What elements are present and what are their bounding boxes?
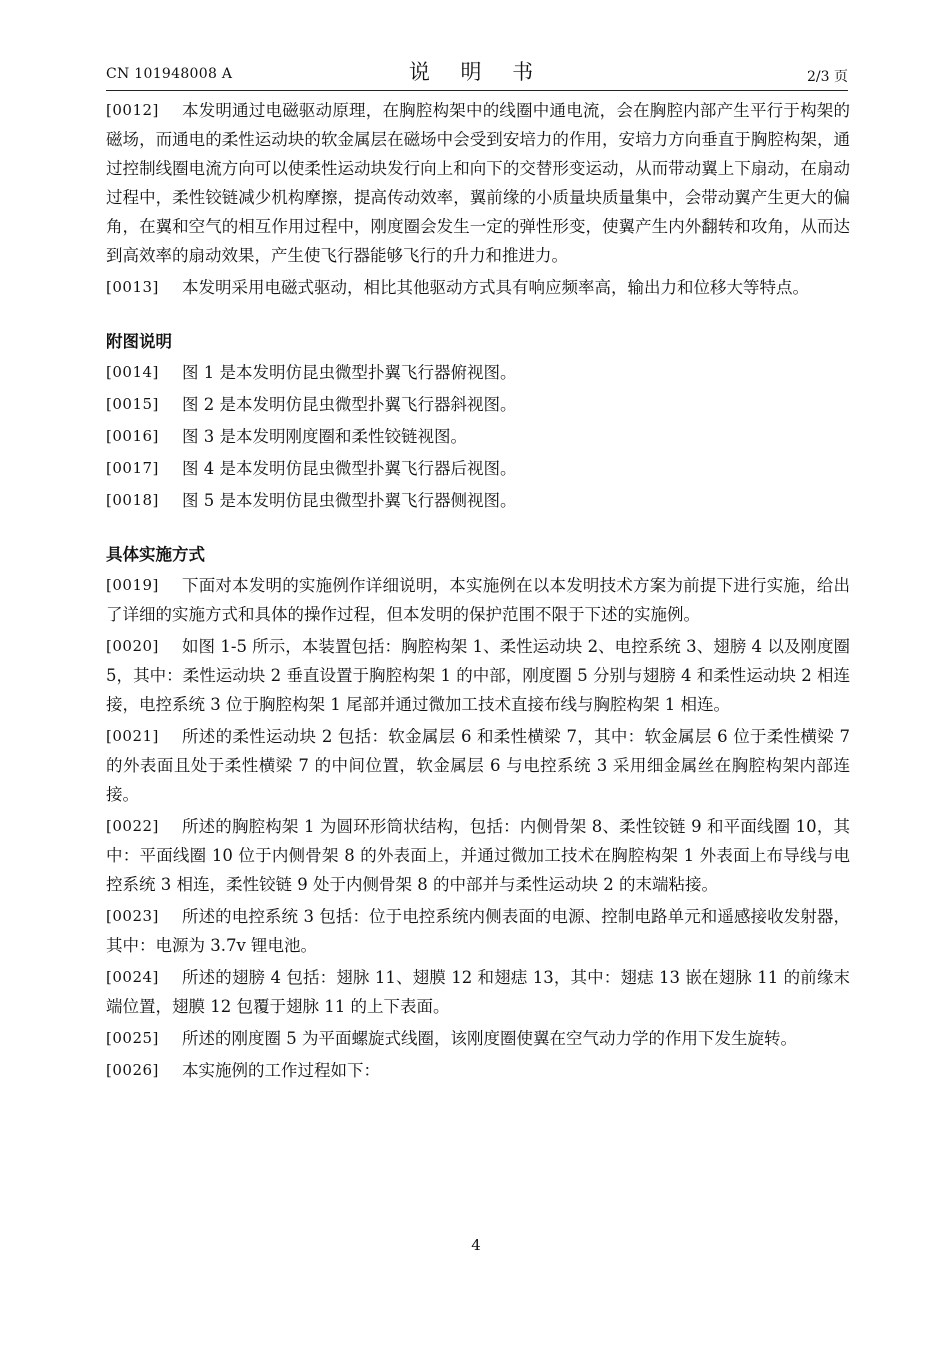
paragraph-text: 图 4 是本发明仿昆虫微型扑翼飞行器后视图。 bbox=[182, 459, 517, 478]
paragraph-number: [0018] bbox=[106, 491, 159, 509]
page-count: 2/3 页 bbox=[807, 69, 848, 85]
paragraph bbox=[106, 632, 850, 719]
paragraph bbox=[106, 273, 850, 302]
paragraph bbox=[106, 390, 850, 419]
paragraph-text: 所述的胸腔构架 1 为圆环形筒状结构，包括：内侧骨架 8、柔性铰链 9 和平面线圈 10，其中：平面线圈 10 位于内侧骨架 8 的外表面上，并通过微加工技术在胸腔构架 1 外表面上布导线与电控系统 3 相连，柔性铰链 9 处于内侧骨架 8 的中部并与柔性运动块 2 的末端粘接。 bbox=[106, 817, 850, 894]
heading-embodiments: 具体实施方式 bbox=[106, 545, 205, 564]
paragraph bbox=[106, 422, 850, 451]
paragraph bbox=[106, 96, 850, 270]
paragraph bbox=[106, 902, 850, 960]
paragraph bbox=[106, 722, 850, 809]
paragraph-number: [0023] bbox=[106, 907, 159, 925]
main-content bbox=[106, 96, 850, 1088]
paragraph-text: 图 5 是本发明仿昆虫微型扑翼飞行器侧视图。 bbox=[182, 491, 517, 510]
section-embodiments bbox=[106, 571, 850, 1085]
paragraph-text: 图 3 是本发明刚度圈和柔性铰链视图。 bbox=[182, 427, 467, 446]
paragraph bbox=[106, 1056, 850, 1085]
paragraph-text: 如图 1-5 所示，本装置包括：胸腔构架 1、柔性运动块 2、电控系统 3、翅膀 4 以及刚度圈 5，其中：柔性运动块 2 垂直设置于胸腔构架 1 的中部，刚度圈 5 分别与翅膀 4 和柔性运动块 2 相连接，电控系统 3 位于胸腔构架 1 尾部并通过微加工技术直接布线与胸腔构架 1 相连。 bbox=[106, 637, 850, 714]
paragraph-number: [0021] bbox=[106, 727, 159, 745]
paragraph-text: 所述的电控系统 3 包括：位于电控系统内侧表面的电源、控制电路单元和遥感接收发射器，其中：电源为 3.7v 锂电池。 bbox=[106, 907, 850, 955]
paragraph-text: 所述的翅膀 4 包括：翅脉 11、翅膜 12 和翅痣 13，其中：翅痣 13 嵌在翅脉 11 的前缘末端位置，翅膜 12 包覆于翅脉 11 的上下表面。 bbox=[106, 968, 850, 1016]
paragraph-text: 图 2 是本发明仿昆虫微型扑翼飞行器斜视图。 bbox=[182, 395, 517, 414]
paragraph-text: 所述的柔性运动块 2 包括：软金属层 6 和柔性横梁 7，其中：软金属层 6 位于柔性横梁 7 的外表面且处于柔性横梁 7 的中间位置，软金属层 6 与电控系统 3 采用细金属丝在胸腔构架内部连接。 bbox=[106, 727, 850, 804]
paragraph-text: 所述的刚度圈 5 为平面螺旋式线圈，该刚度圈使翼在空气动力学的作用下发生旋转。 bbox=[182, 1029, 797, 1048]
paragraph-number: [0016] bbox=[106, 427, 159, 445]
page-title: 说 明 书 bbox=[408, 60, 546, 84]
paragraph-number: [0026] bbox=[106, 1061, 159, 1079]
heading-figures: 附图说明 bbox=[106, 332, 172, 351]
page-number: 4 bbox=[471, 1236, 481, 1254]
paragraph bbox=[106, 358, 850, 387]
paragraph-text: 图 1 是本发明仿昆虫微型扑翼飞行器俯视图。 bbox=[182, 363, 517, 382]
paragraph bbox=[106, 486, 850, 515]
paragraph-text: 本发明采用电磁式驱动，相比其他驱动方式具有响应频率高，输出力和位移大等特点。 bbox=[182, 278, 809, 297]
paragraph-number: [0022] bbox=[106, 817, 159, 835]
paragraph-number: [0024] bbox=[106, 968, 159, 986]
paragraph-number: [0017] bbox=[106, 459, 159, 477]
paragraph bbox=[106, 454, 850, 483]
paragraph-number: [0013] bbox=[106, 278, 159, 296]
section-summary bbox=[106, 96, 850, 302]
paragraph bbox=[106, 963, 850, 1021]
page-header bbox=[106, 56, 848, 90]
paragraph-text: 下面对本发明的实施例作详细说明，本实施例在以本发明技术方案为前提下进行实施，给出了详细的实施方式和具体的操作过程，但本发明的保护范围不限于下述的实施例。 bbox=[106, 576, 850, 624]
paragraph-text: 本实施例的工作过程如下： bbox=[182, 1061, 380, 1080]
paragraph-number: [0020] bbox=[106, 637, 159, 655]
header-rule bbox=[106, 90, 848, 91]
paragraph-number: [0025] bbox=[106, 1029, 159, 1047]
paragraph-number: [0014] bbox=[106, 363, 159, 381]
paragraph-number: [0019] bbox=[106, 576, 159, 594]
section-gap bbox=[106, 305, 850, 327]
paragraph bbox=[106, 1024, 850, 1053]
section-gap bbox=[106, 518, 850, 540]
paragraph bbox=[106, 812, 850, 899]
paragraph-text: 本发明通过电磁驱动原理，在胸腔构架中的线圈中通电流，会在胸腔内部产生平行于构架的磁场，而通电的柔性运动块的软金属层在磁场中会受到安培力的作用，安培力方向垂直于胸腔构架，通过控制线圈电流方向可以使柔性运动块发行向上和向下的交替形变运动，从而带动翼上下扇动，在扇动过程中，柔性铰链减少机构摩擦，提高传动效率，翼前缘的小质量块质量集中，会带动翼产生更大的偏角，在翼和空气的相互作用过程中，刚度圈会发生一定的弹性形变，使翼产生内外翻转和攻角，从而达到高效率的扇动效果，产生使飞行器能够飞行的升力和推进力。 bbox=[106, 101, 850, 265]
paragraph-number: [0012] bbox=[106, 101, 159, 119]
doc-number: CN 101948008 A bbox=[106, 66, 233, 82]
paragraph bbox=[106, 571, 850, 629]
section-figures bbox=[106, 358, 850, 515]
paragraph-number: [0015] bbox=[106, 395, 159, 413]
